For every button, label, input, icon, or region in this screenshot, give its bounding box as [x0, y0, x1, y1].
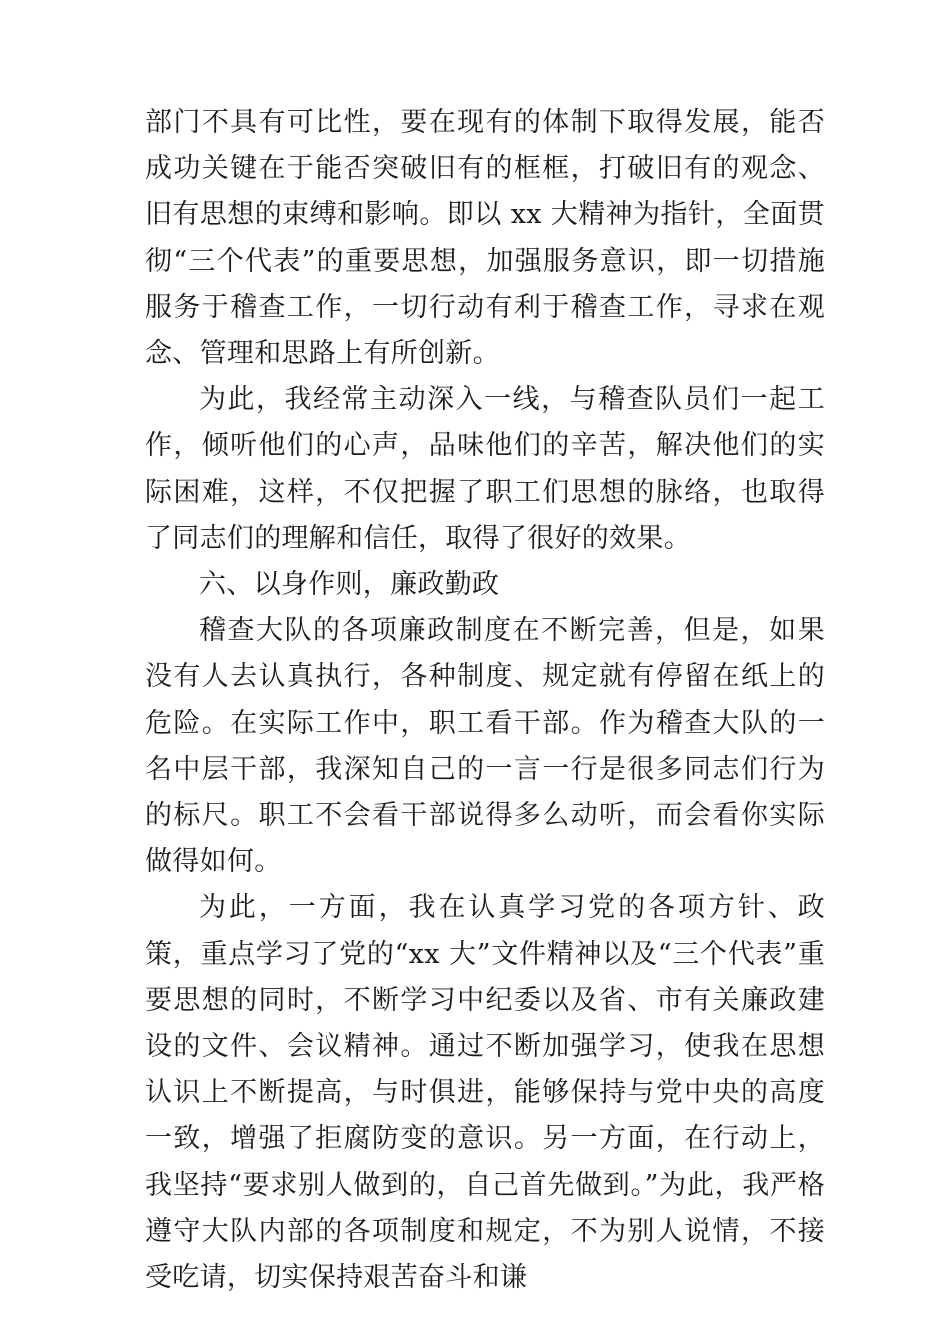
paragraph-integrity-system: 稽查大队的各项廉政制度在不断完善，但是，如果没有人去认真执行，各种制度、规定就有停留在纸上的危险。在实际工作中，职工看干部。作为稽查大队的一名中层干部，我深知自己的一言一行是很多同志们行为的标尺。职工不会看干部说得多么动听，而会看你实际做得如何。	[145, 615, 825, 878]
paragraph-continuation: 部门不具有可比性，要在现有的体制下取得发展，能否成功关键在于能否突破旧有的框框，打破旧有的观念、旧有思想的束缚和影响。即以 xx 大精神为指针，全面贯彻“三个代表”的重要思想，加强服务意识，即一切措施服务于稽查工作，一切行动有利于稽查工作，寻求在观念、管理和思路上有所创新。	[145, 107, 825, 370]
section-heading: 六、以身作则，廉政勤政	[199, 569, 500, 601]
paragraph-study-and-action: 为此，一方面，我在认真学习党的各项方针、政策，重点学习了党的“xx 大”文件精神以及“三个代表”重要思想的同时，不断学习中纪委以及省、市有关廉政建设的文件、会议精神。通过不断加强学习，使我在思想认识上不断提高，与时俱进，能够保持与党中央的高度一致，增强了拒腐防变的意识。另一方面，在行动上，我坚持“要求别人做到的，自己首先做到。”为此，我严格遵守大队内部的各项制度和规定，不为别人说情，不接受吃请，切实保持艰苦奋斗和谦	[145, 892, 825, 1294]
document-body	[145, 100, 825, 1301]
paragraph-outreach: 为此，我经常主动深入一线，与稽查队员们一起工作，倾听他们的心声，品味他们的辛苦，解决他们的实际困难，这样，不仅把握了职工们思想的脉络，也取得了同志们的理解和信任，取得了很好的效果。	[145, 384, 825, 554]
